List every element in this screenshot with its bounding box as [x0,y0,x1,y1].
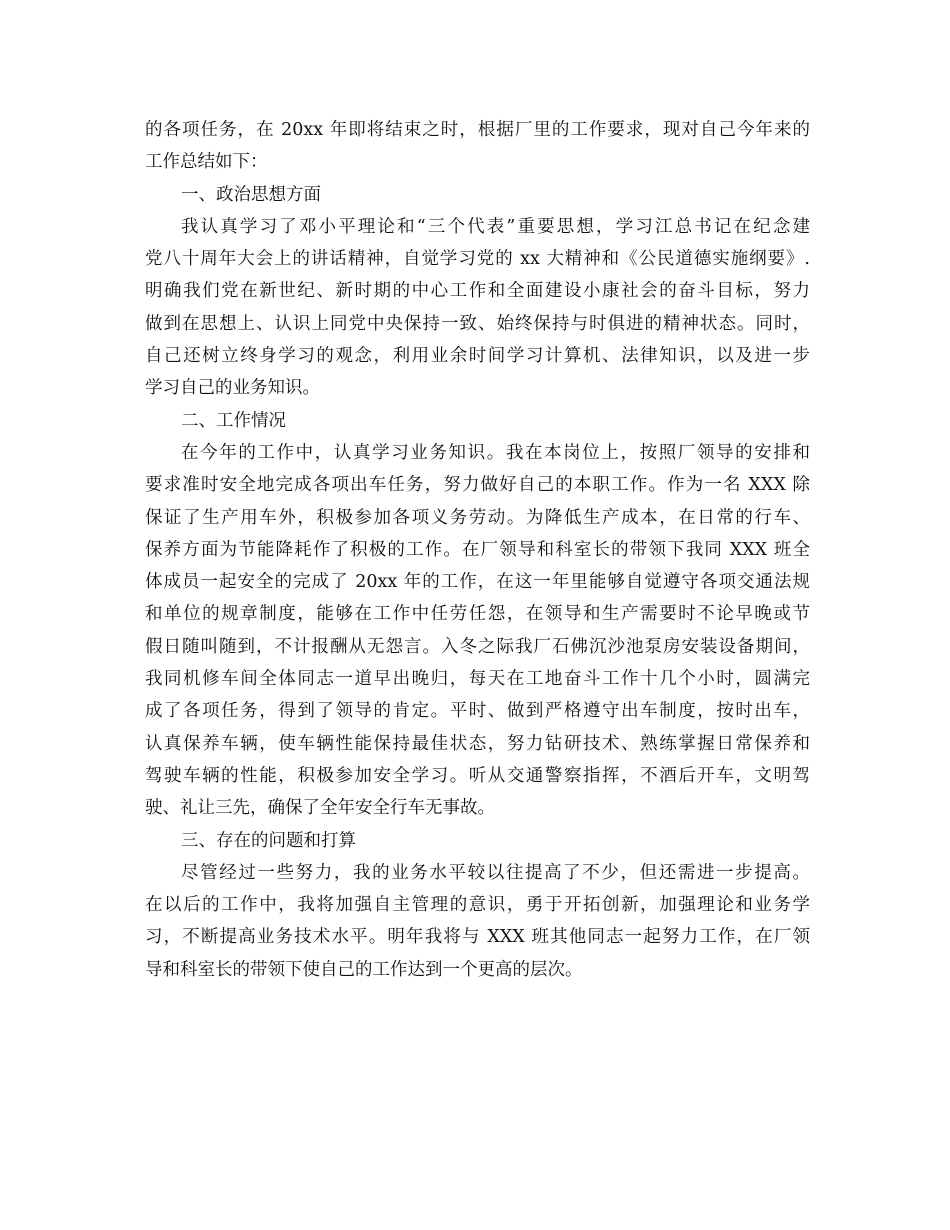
paragraph-line: 驶、礼让三先，确保了全年安全行车无事故。 [145,798,495,819]
paragraph-line: 明确我们党在新世纪、新时期的中心工作和全面建设小康社会的奋斗目标，努力 [145,281,810,302]
paragraph-line: 工作总结如下： [145,152,268,173]
paragraph-line: 认真保养车辆，使车辆性能保持最佳状态，努力钻研技术、熟练掌握日常保养和 [145,733,810,754]
paragraph-line: 在今年的工作中，认真学习业务知识。我在本岗位上，按照厂领导的安排和 [181,442,810,463]
section-heading-work: 二、工作情况 [181,410,286,431]
paragraph-line: 保养方面为节能降耗作了积极的工作。在厂领导和科室长的带领下我同 XXX 班全 [145,539,810,560]
paragraph-line: 习，不断提高业务技术水平。明年我将与 XXX 班其他同志一起努力工作，在厂领 [145,927,810,948]
paragraph-line: 驾驶车辆的性能，积极参加安全学习。听从交通警察指挥，不酒后开车，文明驾 [145,765,810,786]
paragraph-line: 我同机修车间全体同志一道早出晚归，每天在工地奋斗工作十几个小时，圆满完 [145,669,810,690]
paragraph-line: 和单位的规章制度，能够在工作中任劳任怨，在领导和生产需要时不论早晚或节 [145,604,810,625]
paragraph-line: 导和科室长的带领下使自己的工作达到一个更高的层次。 [145,959,583,980]
section-heading-issues: 三、存在的问题和打算 [181,830,356,851]
section-heading-political: 一、政治思想方面 [181,184,321,205]
paragraph-line: 学习自己的业务知识。 [145,378,320,399]
paragraph-line: 尽管经过一些努力，我的业务水平较以往提高了不少，但还需进一步提高。 [181,862,810,883]
paragraph-line: 假日随叫随到，不计报酬从无怨言。入冬之际我厂石佛沉沙池泵房安装设备期间， [145,636,810,657]
paragraph-line: 的各项任务，在 20xx 年即将结束之时，根据厂里的工作要求，现对自己今年来的 [145,120,810,140]
paragraph-line: 要求准时安全地完成各项出车任务，努力做好自己的本职工作。作为一名 XXX 除 [145,475,810,496]
paragraph-line: 我认真学习了邓小平理论和“三个代表”重要思想，学习江总书记在纪念建 [181,216,810,237]
paragraph-line: 在以后的工作中，我将加强自主管理的意识，勇于开拓创新，加强理论和业务学 [145,895,810,916]
paragraph-line: 党八十周年大会上的讲话精神，自觉学习党的 xx 大精神和《公民道德实施纲要》. [145,249,810,270]
paragraph-line: 成了各项任务，得到了领导的肯定。平时、做到严格遵守出车制度，按时出车， [145,701,810,722]
paragraph-line: 做到在思想上、认识上同党中央保持一致、始终保持与时俱进的精神状态。同时， [145,313,810,334]
document-body [145,114,810,986]
paragraph-line: 自己还树立终身学习的观念，利用业余时间学习计算机、法律知识，以及进一步 [145,346,810,367]
paragraph-line: 体成员一起安全的完成了 20xx 年的工作，在这一年里能够自觉遵守各项交通法规 [145,572,810,593]
paragraph-line: 保证了生产用车外，积极参加各项义务劳动。为降低生产成本，在日常的行车、 [145,507,810,528]
